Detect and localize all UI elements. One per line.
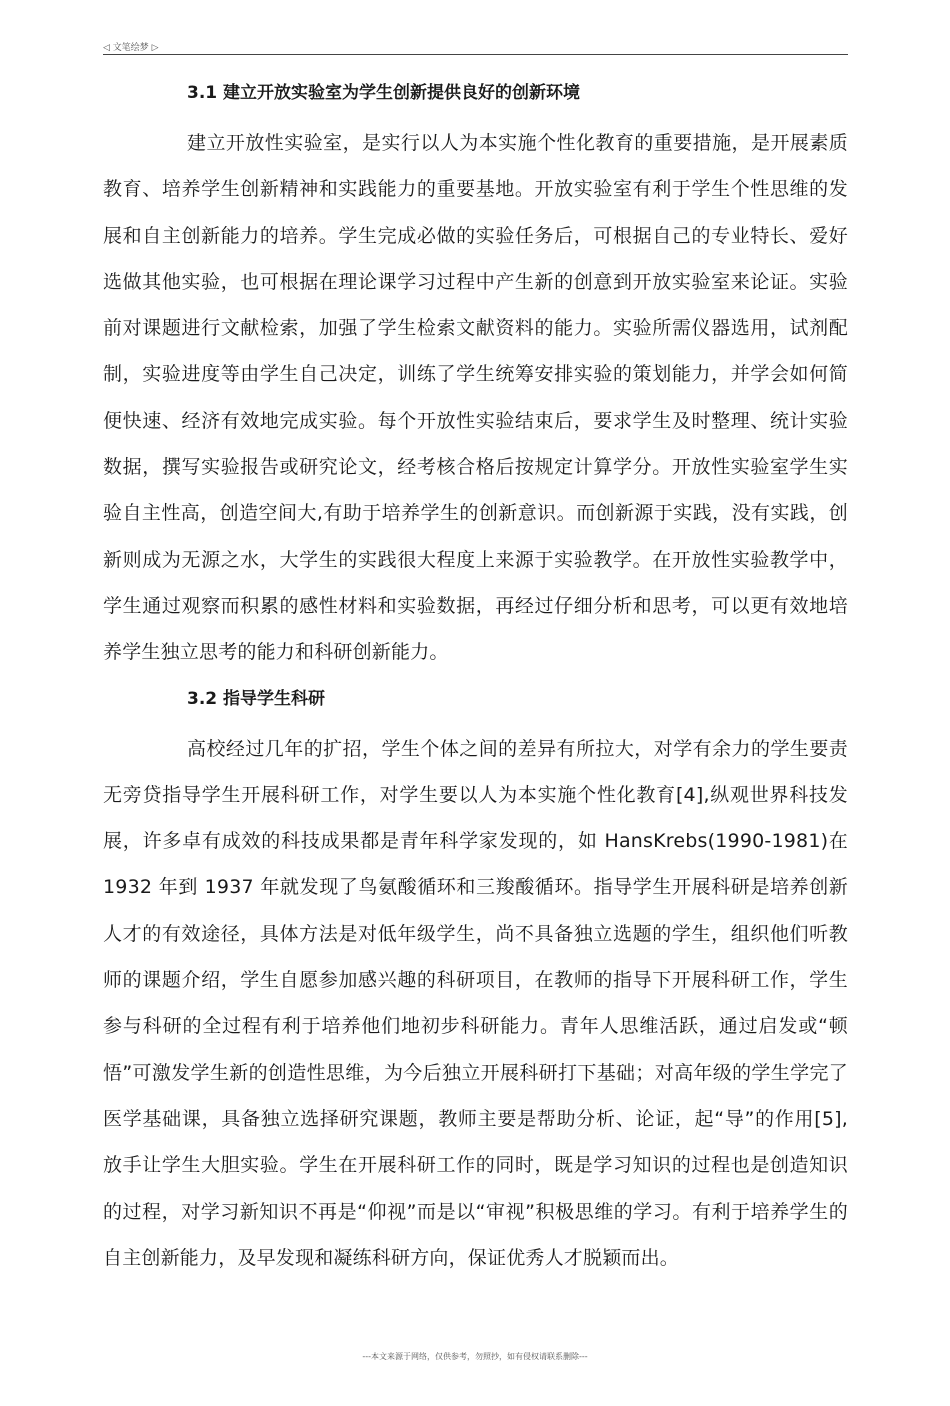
section-heading-3-1: 3.1 建立开放实验室为学生创新提供良好的创新环境 <box>187 83 581 103</box>
header-divider <box>103 54 848 55</box>
section-heading-3-2: 3.2 指导学生科研 <box>187 688 326 709</box>
document-body <box>103 70 848 1281</box>
section-paragraph-3-1: 建立开放性实验室，是实行以人为本实施个性化教育的重要措施，是开展素质教育、培养学生创新精神和实践能力的重要基地。开放实验室有利于学生个性思维的发展和自主创新能力的培养。学生完成必做的实验任务后，可根据自己的专业特长、爱好选做其他实验，也可根据在理论课学习过程中产生新的创意到开放实验室来论证。实验前对课题进行文献检索，加强了学生检索文献资料的能力。实验所需仪器选用，试剂配制，实验进度等由学生自己决定，训练了学生统筹安排实验的策划能力，并学会如何简便快速、经济有效地完成实验。每个开放性实验结束后，要求学生及时整理、统计实验数据，撰写实验报告或研究论文，经考核合格后按规定计算学分。开放性实验室学生实验自主性高，创造空间大,有助于培养学生的创新意识。而创新源于实践，没有实践，创新则成为无源之水，大学生的实践很大程度上来源于实验教学。在开放性实验教学中，学生通过观察而积累的感性材料和实验数据，再经过仔细分析和思考，可以更有效地培养学生独立思考的能力和科研创新能力。 <box>103 132 848 664</box>
page-header: ◁ 文笔绘梦 ▷ <box>103 43 159 53</box>
page-footer: ---本文来源于网络，仅供参考，勿照抄，如有侵权请联系删除--- <box>362 1352 588 1361</box>
section-paragraph-3-2: 高校经过几年的扩招，学生个体之间的差异有所拉大，对学有余力的学生要责无旁贷指导学生开展科研工作，对学生要以人为本实施个性化教育[4],纵观世界科技发展，许多卓有成效的科技成果都是青年科学家发现的，如 HansKrebs(1990-1981)在 1932 年到 1937 年就发现了鸟氨酸循环和三羧酸循环。指导学生开展科研是培养创新人才的有效途径，具体方法是对低年级学生，尚不具备独立选题的学生，组织他们听教师的课题介绍，学生自愿参加感兴趣的科研项目，在教师的指导下开展科研工作，学生参与科研的全过程有利于培养他们地初步科研能力。青年人思维活跃，通过启发或“顿悟”可激发学生新的创造性思维，为今后独立开展科研打下基础；对高年级的学生学完了医学基础课，具备独立选择研究课题，教师主要是帮助分析、论证，起“导”的作用[5],放手让学生大胆实验。学生在开展科研工作的同时，既是学习知识的过程也是创造知识的过程，对学习新知识不再是“仰视”而是以“审视”积极思维的学习。有利于培养学生的自主创新能力，及早发现和凝练科研方向，保证优秀人才脱颖而出。 <box>103 737 848 1269</box>
